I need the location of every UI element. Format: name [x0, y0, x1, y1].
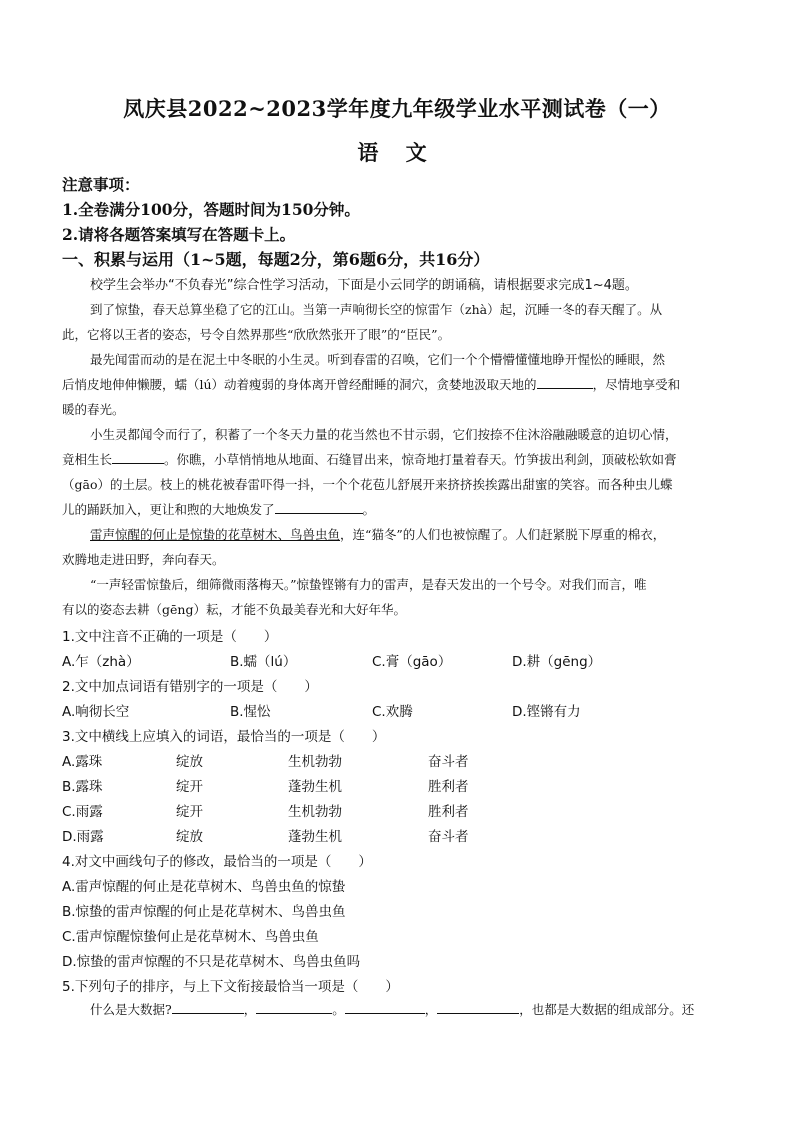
passage-text: ，尽情地享受和	[592, 377, 681, 392]
question-3-row-c-col-1: C.雨露	[62, 804, 103, 820]
question-3-row-c-col-3: 生机勃勃	[288, 804, 342, 820]
passage-line: “一声轻雷惊蛰后，细筛微雨落梅天。”惊蛰铿锵有力的雷声，是春天发出的一个号令。对我们而言，唯	[90, 577, 647, 592]
question-2-option-a: A.响彻长空	[62, 704, 130, 720]
question-3-row-b-col-3: 蓬勃生机	[288, 779, 342, 795]
question-2-option-d: D.铿锵有力	[512, 704, 581, 720]
question-5-stem: 5.下列句子的排序，与上下文衔接最恰当一项是（ ）	[62, 979, 399, 995]
passage-line: 到了惊蛰，春天总算坐稳了它的江山。当第一声响彻长空的惊雷乍（zhà）起，沉睡一冬的春天醒了。从	[90, 302, 663, 317]
question-1-option-b: B.蠕（lú）	[230, 654, 297, 670]
note-1: 1.全卷满分100分，答题时间为150分钟。	[62, 200, 360, 219]
question-1-stem: 1.文中注音不正确的一项是（ ）	[62, 629, 278, 645]
fill-blank	[537, 376, 593, 389]
fill-blank	[256, 1001, 332, 1014]
question-3-row-b-col-1: B.露珠	[62, 779, 103, 795]
passage-line: 欢腾地走进田野，奔向春天。	[62, 552, 225, 567]
passage-text: 儿的踊跃加入，更让和煦的大地焕发了	[62, 502, 275, 517]
subject-title: 语 文	[357, 140, 437, 165]
underlined-sentence: 雷声惊醒的何止是惊蛰的花草树木、鸟兽虫鱼	[90, 527, 341, 542]
question-4-option-b: B.惊蛰的雷声惊醒的何止是花草树木、鸟兽虫鱼	[62, 904, 346, 920]
fill-blank	[112, 451, 164, 464]
question-4-option-c: C.雷声惊醒惊蛰何止是花草树木、鸟兽虫鱼	[62, 929, 319, 945]
passage-line	[62, 375, 732, 393]
question-1-option-a: A.乍（zhà）	[62, 654, 140, 670]
question-3-row-b-col-2: 绽开	[176, 779, 203, 795]
fill-blank	[275, 501, 363, 514]
fill-blank	[172, 1001, 244, 1014]
passage-text: ，	[243, 1002, 257, 1017]
passage-text: 。你瞧，小草悄悄地从地面、石缝冒出来，惊奇地打量着春天。竹笋拔出利剑，顶破松软如膏	[164, 452, 677, 467]
question-3-row-a-col-3: 生机勃勃	[288, 754, 342, 770]
question-4-option-a: A.雷声惊醒的何止是花草树木、鸟兽虫鱼的惊蛰	[62, 879, 346, 895]
fill-blank	[345, 1001, 425, 1014]
question-3-row-d-col-1: D.雨露	[62, 829, 104, 845]
passage-line: 最先闻雷而动的是在泥土中冬眠的小生灵。听到春雷的召唤，它们一个个懵懵懂懂地睁开惺忪的睡眼，然	[90, 352, 666, 367]
question-3-row-d-col-4: 奋斗者	[428, 829, 469, 845]
passage-line	[62, 500, 732, 518]
question-3-row-d-col-2: 绽放	[176, 829, 203, 845]
passage-text: 竟相生长	[62, 452, 113, 467]
passage-line	[62, 450, 732, 468]
question-3-row-a-col-1: A.露珠	[62, 754, 103, 770]
question-1-option-d: D.耕（gēng）	[512, 654, 602, 670]
question-3-row-b-col-4: 胜利者	[428, 779, 469, 795]
note-2: 2.请将各题答案填写在答题卡上。	[62, 225, 296, 244]
question-3-row-d-col-3: 蓬勃生机	[288, 829, 342, 845]
passage-text: ，	[424, 1002, 438, 1017]
question-1-option-c: C.膏（gāo）	[372, 654, 452, 670]
question-3-row-a-col-4: 奋斗者	[428, 754, 469, 770]
question-3-row-c-col-2: 绽开	[176, 804, 203, 820]
passage-line: 此，它将以王者的姿态，号令自然界那些“欣欣然张开了眼”的“臣民”。	[62, 327, 451, 342]
passage-line	[90, 525, 760, 543]
question-4-stem: 4.对文中画线句子的修改，最恰当的一项是（ ）	[62, 854, 372, 870]
question-3-stem: 3.文中横线上应填入的词语，最恰当的一项是（ ）	[62, 729, 386, 745]
passage-line: 小生灵都闻令而行了，积蓄了一个冬天力量的花当然也不甘示弱，它们按捺不住沐浴融融暖意的迫切心情，	[90, 427, 678, 442]
exam-title: 凤庆县2022~2023学年度九年级学业水平测试卷（一）	[123, 96, 671, 121]
passage-text: 。	[362, 502, 376, 517]
question-2-option-c: C.欢腾	[372, 704, 413, 720]
question-4-option-d: D.惊蛰的雷声惊醒的不只是花草树木、鸟兽虫鱼吗	[62, 954, 361, 970]
section-1-intro: 校学生会举办“不负春光”综合性学习活动，下面是小云同学的朗诵稿，请根据要求完成1~4题。	[90, 278, 638, 293]
question-2-option-b: B.惺忪	[230, 704, 271, 720]
notes-heading: 注意事项：	[62, 175, 140, 194]
passage-line: （gāo）的土层。枝上的桃花被春雷吓得一抖，一个个花苞儿舒展开来挤挤挨挨露出甜蜜的笑容。而各种虫儿蝶	[62, 477, 673, 492]
question-2-stem: 2.文中加点词语有错别字的一项是（ ）	[62, 679, 318, 695]
passage-text: 什么是大数据?	[90, 1002, 172, 1017]
section-1-title: 一、积累与运用（1~5题，每题2分，第6题6分，共16分）	[62, 250, 490, 269]
question-3-row-c-col-4: 胜利者	[428, 804, 469, 820]
passage-text: 后悄皮地伸伸懒腰，蠕（lú）动着瘦弱的身体离开曾经酣睡的洞穴，贪婪地汲取天地的	[62, 377, 537, 392]
question-3-row-a-col-2: 绽放	[176, 754, 203, 770]
passage-line: 有以的姿态去耕（gēng）耘，才能不负最美春光和大好年华。	[62, 602, 406, 617]
question-5-passage-line	[90, 1000, 760, 1018]
passage-text: ，也都是大数据的组成部分。还	[519, 1002, 695, 1017]
fill-blank	[437, 1001, 519, 1014]
passage-text: 。	[332, 1002, 345, 1017]
passage-line: 暖的春光。	[62, 402, 125, 417]
passage-text: ，连“猫冬”的人们也被惊醒了。人们赶紧脱下厚重的棉衣，	[340, 527, 666, 542]
